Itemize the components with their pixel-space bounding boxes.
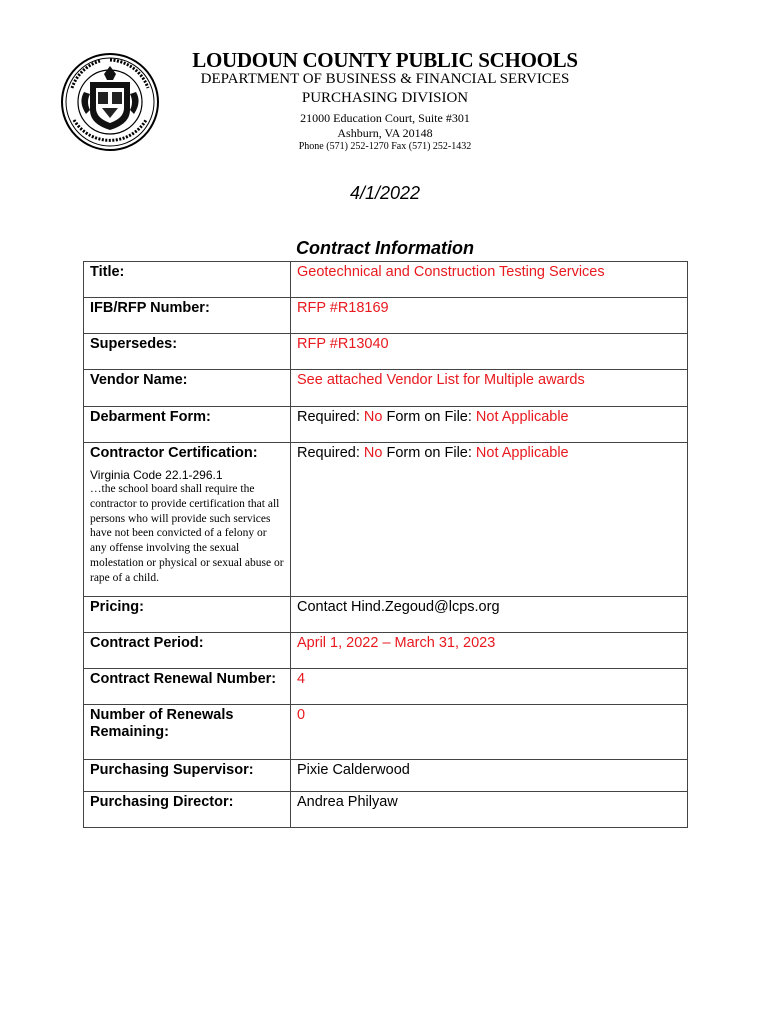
required-value: No [363, 445, 383, 461]
row-value: Geotechnical and Construction Testing Services [291, 262, 688, 298]
row-value: RFP #R13040 [291, 334, 688, 370]
table-row [84, 669, 688, 705]
section-title: Contract Information [296, 238, 474, 258]
table-row [84, 334, 688, 370]
row-value: April 1, 2022 – March 31, 2023 [291, 633, 688, 669]
table-row [84, 443, 688, 597]
required-label: Required: [297, 445, 364, 461]
phone-fax: Phone (571) 252-1270 Fax (571) 252-1432 [298, 141, 472, 152]
row-label: Debarment Form: [84, 407, 291, 443]
form-on-file-label: Form on File: [382, 409, 476, 425]
row-value: Contact Hind.Zegoud@lcps.org [291, 597, 688, 633]
division-name: PURCHASING DIVISION [301, 90, 469, 106]
row-label: Pricing: [84, 597, 291, 633]
address-line-2: Ashburn, VA 20148 [337, 126, 433, 140]
row-label: Number of Renewals Remaining: [84, 705, 291, 760]
row-value [291, 443, 688, 597]
form-on-file-label: Form on File: [382, 445, 476, 461]
table-row [84, 597, 688, 633]
table-row [84, 633, 688, 669]
row-value: 0 [291, 705, 688, 760]
county-seal-icon [60, 52, 160, 152]
address-line-1: 21000 Education Court, Suite #301 [300, 111, 470, 125]
table-row [84, 370, 688, 407]
table-row [84, 760, 688, 792]
certification-label: Contractor Certification: [90, 445, 258, 461]
row-label: Purchasing Supervisor: [84, 760, 291, 792]
row-label: Supersedes: [84, 334, 291, 370]
row-value: Pixie Calderwood [291, 760, 688, 792]
form-on-file-value: Not Applicable [475, 445, 569, 461]
row-label: Purchasing Director: [84, 792, 291, 828]
organization-name: LOUDOUN COUNTY PUBLIC SCHOOLS [192, 48, 578, 72]
certification-text: …the school board shall require the contractor to provide certification that all persons who will provide such services have not been convicted of a felony or any offense involving the sexual molestation or physical or sexual abuse or rape of a child. [90, 483, 284, 584]
row-label: Contract Period: [84, 633, 291, 669]
row-label: Title: [84, 262, 291, 298]
contract-info-table [83, 261, 688, 828]
table-row [84, 792, 688, 828]
table-row [84, 705, 688, 760]
row-value: RFP #R18169 [291, 298, 688, 334]
row-value: See attached Vendor List for Multiple awards [291, 370, 688, 407]
row-value [291, 407, 688, 443]
row-label: Contract Renewal Number: [84, 669, 291, 705]
row-label: Vendor Name: [84, 370, 291, 407]
table-row [84, 407, 688, 443]
required-label: Required: [297, 409, 364, 425]
row-label [84, 443, 291, 597]
row-value: Andrea Philyaw [291, 792, 688, 828]
table-row [84, 262, 688, 298]
required-value: No [363, 409, 383, 425]
row-label: IFB/RFP Number: [84, 298, 291, 334]
row-value: 4 [291, 669, 688, 705]
form-on-file-value: Not Applicable [475, 409, 569, 425]
virginia-code: Virginia Code 22.1-296.1 [90, 468, 223, 482]
table-row [84, 298, 688, 334]
department-name: DEPARTMENT OF BUSINESS & FINANCIAL SERVICES [200, 71, 570, 87]
document-date: 4/1/2022 [349, 183, 421, 203]
